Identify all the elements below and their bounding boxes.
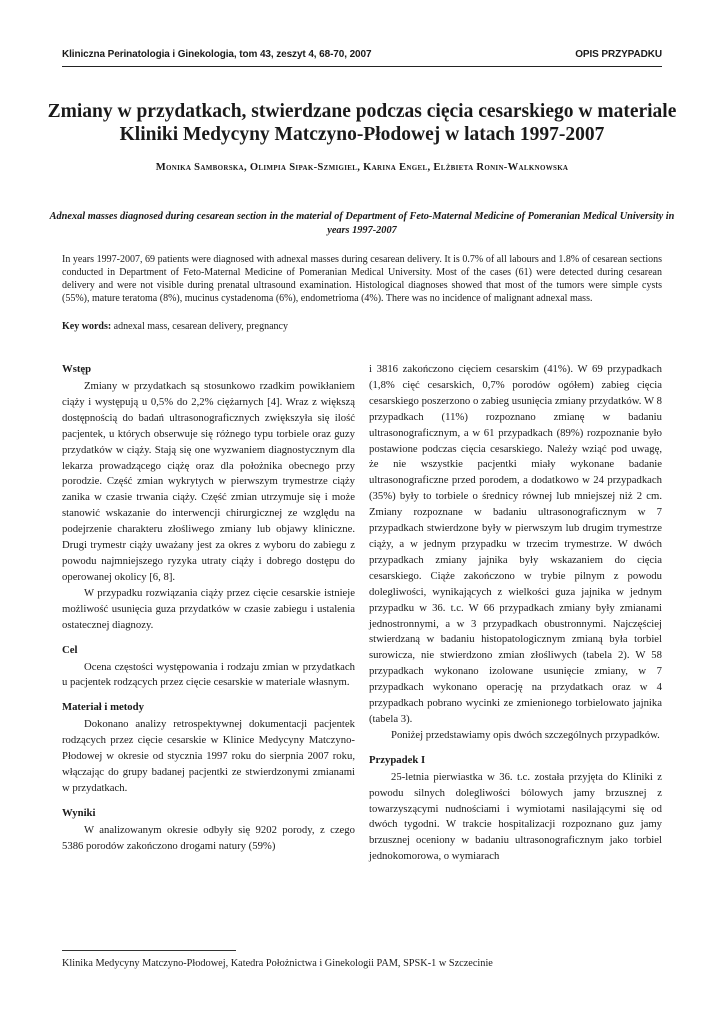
- header-rule: [62, 66, 662, 67]
- section-heading: Przypadek I: [369, 753, 426, 766]
- paragraph: Zmiany w przydatkach są stosunkowo rzadkim powikłaniem ciąży i występują u 0,5% do 2,2% ciężarnych [4]. Wraz z większą dostępnością do badań ultrasonograficznych zwiększyła się ilość pacjentek, u których obserwuje się różnego typu torbiele oraz guzy przydatków w ciąży. Stają się one wyzwaniem diagnostycznym dla lekarza prowadzącego ciążę oraz dla położnika obecnego przy porodzie. Część zmian wykrytych w pierwszym trymestrze ciąży zanika w czasie trwania ciąży. Część zmian utrzymuje się i może stanowić wskazanie do interwencji chirurgicznej ze względu na podejrzenie charakteru złośliwego zmiany lub objawy kliniczne. Drugi trymestr ciąży uważany jest za okres z wyboru do zabiegu z powodu najmniejszego ryzyka utraty ciąży i dobrego dostępu do operowanej okolicy [6, 8].: [62, 380, 355, 583]
- abstract: In years 1997-2007, 69 patients were diagnosed with adnexal masses during cesarean delivery. It is 0.7% of all labours and 1.8% of cesarean sections conducted in Department of Feto-Maternal Medicine of Pomeranian Medical University. Most of the cases (61) were detected during cesarean delivery and were not visible during prenatal ultrasound examination. Histological diagnoses showed that most of the tumors were simple cysts (55%), mature teratoma (8%), mucinus cystadenoma (6%), endometrioma (4%). There was no incidence of malignant adnexal mass.: [62, 254, 662, 304]
- section-heading: Materiał i metody: [62, 701, 144, 714]
- journal-citation: Kliniczna Perinatologia i Ginekologia, tom 43, zeszyt 4, 68-70, 2007: [62, 49, 372, 60]
- section-heading: Cel: [62, 643, 78, 656]
- article-type-label: OPIS PRZYPADKU: [575, 49, 662, 60]
- keywords-text: adnexal mass, cesarean delivery, pregnancy: [111, 321, 288, 332]
- keywords-label: Key words:: [62, 321, 112, 332]
- paragraph: W przypadku rozwiązania ciąży przez cięcie cesarskie istnieje możliwość usunięcia guza przydatków w czasie zabiegu i ustalenia ostatecznej diagnozy.: [62, 586, 355, 631]
- paragraph: 25-letnia pierwiastka w 36. t.c. została przyjęta do Kliniki z powodu silnych dolegliwości bólowych jamy brzusznej z towarzyszącymi nudnościami i wymiotami nasilającymi się od dwóch tygodni. W trakcie hospitalizacji rozpoznano guz jamy brzusznej oceniony w badaniu ultrasonograficznym jako torbiel jednokomorowa, o wymiarach: [369, 770, 662, 863]
- paragraph: Dokonano analizy retrospektywnej dokumentacji pacjentek rodzących przez cięcie cesarskie w Klinice Medycyny Matczyno-Płodowej w okresie od stycznia 1997 roku do sierpnia 2007 roku, włączając do grupy badanej pacjentki ze stwierdzonymi zmianami w przydatkach.: [62, 718, 355, 794]
- author-list: Monika Samborska, Olimpia Sipak-Szmigiel, Karina Engel, Elżbieta Ronin-Walknowska: [155, 162, 569, 173]
- right-column: [369, 362, 662, 865]
- section-heading: Wstęp: [62, 363, 92, 375]
- section-heading: Wyniki: [62, 806, 96, 819]
- section-wstep: [62, 362, 355, 634]
- left-column: [62, 362, 355, 855]
- article-title: Zmiany w przydatkach, stwierdzane podczas cięcia cesarskiego w materiale Kliniki Medycyny Matczyno-Płodowej w latach 1997-2007: [47, 101, 677, 145]
- paragraph: W analizowanym okresie odbyły się 9202 porody, z czego 5386 porodów zakończono drogami natury (59%): [62, 823, 355, 852]
- paragraph-continued: i 3816 zakończono cięciem cesarskim (41%). W 69 przypadkach (1,8% cięć cesarskich, 0,7% porodów ogółem) zabieg cięcia cesarskiego poszerzono o zabieg usunięcia zmiany przydatków. W 8 przypadkach (11%) rozpoznano zmianę w badaniu ultrasonograficznym, a w 61 przypadkach (89%) rozpoznanie było postawione podczas cięcia cesarskiego. Należy wziąć pod uwagę, że nie wszystkie pacjentki miały wykonane badanie ultrasonograficzne przed porodem, a dodatkowo w 24 przypadkach (35%) były to torbiele o średnicy równej lub mniejszej niż 2 cm. Zmiany rozpoznane w badaniu ultrasonograficznym w 7 przypadkach stwierdzone były w pierwszym lub drugim trymestrze ciąży, a w jednym przypadku w trzecim trymestrze. W dwóch przypadkach zmiany jajnika były wskazaniem do cięcia cesarskiego. Ciąże zakończono w trybie pilnym z powodu dolegliwości, wynikających z wielkości guza jajnika w jednym przypadku w 36. t.c. W 66 przypadkach zmiany były zmianami jednostronnymi, a w 3 przypadkach obustronnymi. Najczęściej stwierdzaną w badaniu histopatologicznym zmianą była torbiel surowicza, nie stwierdzono zmian złośliwych (tabela 2). W 58 przypadkach wykonano izolowane usunięcie zmiany, w 7 przypadkach wykonano operację na przydatkach oraz w 4 przypadkach pobrano wycinki ze zmienionego torbielowato jajnika (tabela 3).: [369, 363, 662, 725]
- section-metody: [62, 700, 355, 797]
- affiliation-footnote: Klinika Medycyny Matczyno-Płodowej, Katedra Położnictwa i Ginekologii PAM, SPSK-1 w Szczecinie: [62, 958, 493, 969]
- paragraph: Ocena częstości występowania i rodzaju zmian w przydatkach u pacjentek rodzących przez cięcie cesarskie w materiale własnym.: [62, 660, 355, 689]
- section-przypadek: [369, 753, 662, 865]
- footnote-rule: [62, 950, 236, 951]
- section-wyniki: [62, 806, 355, 855]
- running-header: [62, 49, 662, 63]
- section-cel: [62, 643, 355, 692]
- keywords: [62, 320, 662, 333]
- english-title: Adnexal masses diagnosed during cesarean section in the material of Department of Feto-Maternal Medicine of Pomeranian Medical University in years 1997-2007: [49, 211, 675, 236]
- paragraph: Poniżej przedstawiamy opis dwóch szczególnych przypadków.: [391, 728, 660, 741]
